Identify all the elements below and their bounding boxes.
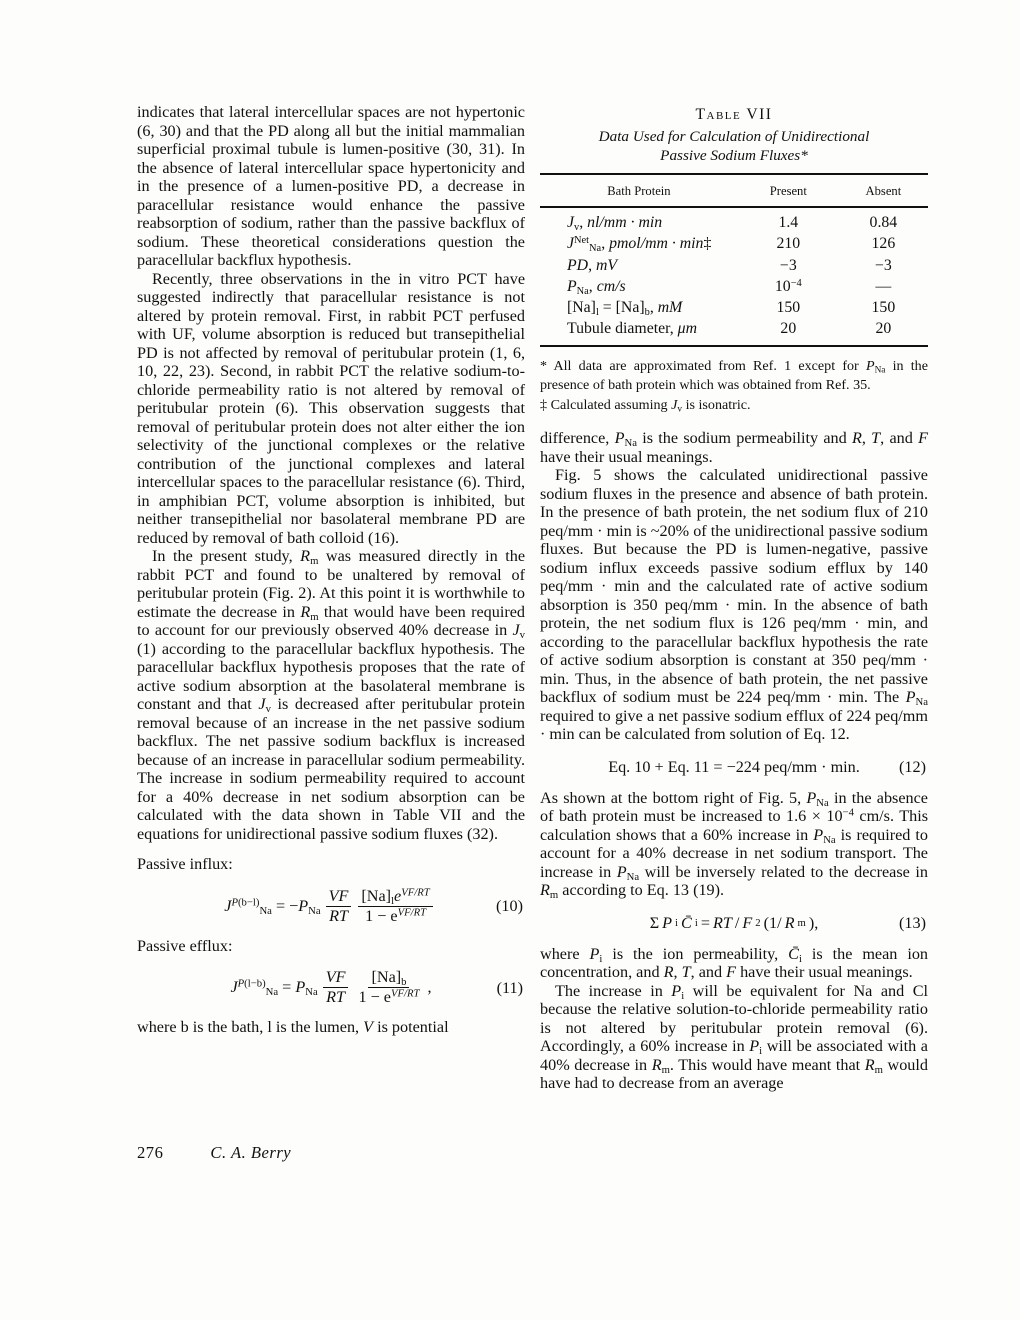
paragraph-increase-pi: The increase in $P_i$ will be equivalent for Na and Cl because the relative solution-to-chloride permeability ratio is not altered by peritubular protein removal (6). Accordingly, a 60% increase in $P_i$ will be associated with a 40% decrease in $R_m$. This would have meant that $R_m$ would have had to decrease from an average bbox=[540, 981, 928, 1093]
paragraph-as-shown: As shown at the bottom right of Fig. 5, $P_{Na}$ in the absence of bath protein must be increased to $1.6 \times 10^{-4}$ cm/s. This calculation shows that a 60% increase in $P_{Na}$ is required to account for a 40% decrease in net sodium transport. The increase in $P_{Na}$ will be inversely related to the decrease in $R_m$ according to Eq. 13 (19). bbox=[540, 788, 928, 902]
table-header-absent: Absent bbox=[839, 174, 928, 208]
passive-efflux-label: Passive efflux: bbox=[137, 936, 233, 955]
table-title: Table VII bbox=[695, 106, 773, 123]
footnote-dagger: ‡ Calculated assuming $J_v$ is isonatric. bbox=[540, 396, 751, 415]
equation-12 bbox=[540, 755, 928, 779]
table-header-bath-protein: Bath Protein bbox=[540, 174, 738, 208]
right-column bbox=[540, 106, 928, 1093]
passive-influx-label: Passive influx: bbox=[137, 855, 233, 873]
eq10-fraction-na: $\frac{[Na]_le^{VF/RT}}{1 - e^{VF/RT}}$ bbox=[358, 888, 432, 925]
paragraph-difference: difference, $P_{Na}$ is the sodium permeability and R, T, and F have their usual meanings. bbox=[540, 429, 929, 466]
page-number: 276 bbox=[137, 1143, 164, 1162]
page-footer bbox=[137, 1143, 291, 1163]
paragraph-continuation: indicates that lateral intercellular spaces are not hypertonic (6, 30) and that the PD along all but the initial mammalian superficial proximal tubule is lumen-positive (30, 31). In the absence of lateral intercellular space hypertonicity and in the presence of a lumen-positive PD, a decrease in paracellular resistance would enhance the passive reabsorption of sodium, rather than the passive backflux of sodium. These theoretical considerations question the paracellular backflux hypothesis. bbox=[137, 103, 525, 269]
table-header-row bbox=[540, 174, 928, 208]
eq11-fraction-na: $\frac{[Na]_b}{1 - e^{VF/RT}}$ bbox=[358, 968, 420, 1006]
table-row-na-concentration: $[Na]_l = [Na]_b$, mM 150 150 bbox=[567, 299, 896, 319]
table-caption-line2: Passive Sodium Fluxes* bbox=[660, 147, 808, 164]
left-column bbox=[137, 103, 525, 1037]
paragraph-where-pi: where $P_i$ is the ion permeability, $C̄_i$ is the mean ion concentration, and R, T, and F have their usual meanings. bbox=[540, 944, 929, 982]
equation-13-body: Σ P i C̄ i = RT / F 2 (1/ R m ), bbox=[649, 913, 819, 932]
table-caption-line1: Data Used for Calculation of Unidirectional bbox=[598, 127, 870, 145]
table-row-pna: $P_{Na}$, cm/s $10^{-4}$ — bbox=[567, 277, 892, 297]
equation-12-body: Eq. 10 + Eq. 11 = −224 peq/mm · min. bbox=[608, 757, 860, 776]
equation-10-body bbox=[224, 888, 437, 925]
table-row-pd: PD, mV −3 −3 bbox=[567, 256, 892, 274]
equation-12-number: (12) bbox=[899, 757, 926, 776]
paragraph-present-study: In the present study, $R_m$ was measured directly in the rabbit PCT and found to be unaltered by removal of peritubular protein (Fig. 2). At this point it is worthwhile to estimate the decrease in $R_m$ that would have been required to account for our previously observed 40% decrease in $J_v$ (1) according to the paracellular backflux hypothesis. The paracellular backflux hypothesis proposes that the rate of active sodium absorption at the basolateral membrane is constant and that $J_v$ is decreased after peritubular protein removal because of an increase in the net passive sodium backflux. The net passive sodium backflux is increased because of an increase in paracellular sodium permeability. The increase in sodium permeability required to account for a 40% decrease in net sodium absorption can be calculated with the data shown in Table VII and the equations for unidirectional passive sodium fluxes (32). bbox=[137, 547, 525, 843]
table-vii-block bbox=[540, 106, 928, 415]
equation-13-number: (13) bbox=[899, 913, 926, 932]
equation-10 bbox=[137, 888, 525, 925]
author-name: C. A. Berry bbox=[210, 1143, 292, 1162]
eq11-lhs: $J^{P(l-b)}_{Na} = P_{Na}$ bbox=[230, 977, 318, 999]
table-footnotes bbox=[540, 357, 928, 416]
eq11-fraction-vf-rt: $\frac{VF}{RT}$ bbox=[323, 969, 349, 1006]
equation-11-number: (11) bbox=[496, 978, 523, 997]
equation-11-body bbox=[230, 969, 431, 1006]
paragraph-recent-observations: Recently, three observations in the in vitro PCT have suggested indirectly that paracellular resistance is not altered by protein removal. First, in rabbit PCT perfused with UF, volume absorption is reduced but transepithelial PD is not affected by removal of peritubular protein (1, 6, 10, 22, 23). Second, in rabbit PCT the relative sodium-to-chloride permeability ratio is not altered by removal of peritubular protein (6). This observation suggests that removal of peritubular protein does not alter either the ion selectivity of the junctional complexes or the relative contribution of the junctional complexes and lateral intercellular spaces to the paracellular resistance (6). Third, in amphibian PCT, volume absorption is inhibited, but neither transepithelial nor basolateral membrane PD are reduced by removal of bath colloid (16). bbox=[137, 269, 525, 547]
footnote-asterisk: * All data are approximated from Ref. 1 except for $P_{Na}$ in the presence of bath protein which was obtained from Ref. 35. bbox=[540, 357, 928, 394]
table-header-present: Present bbox=[738, 174, 839, 208]
equation-13 bbox=[540, 911, 928, 935]
table-row-jna-net: $J^{Net}_{Na}$, pmol/mm · min‡ 210 126 bbox=[567, 235, 896, 255]
eq10-lhs: $J^{P(b-l)}_{Na} = -P_{Na}$ bbox=[224, 896, 321, 917]
eq10-fraction-vf-rt: $\frac{VF}{RT}$ bbox=[326, 888, 352, 925]
eq11-tail: , bbox=[427, 978, 432, 997]
equation-11 bbox=[137, 969, 525, 1006]
table-row-tubule-diameter: Tubule diameter, μm 20 20 bbox=[567, 320, 892, 338]
paragraph-fig5: Fig. 5 shows the calculated unidirectional passive sodium fluxes in the presence and absence of bath protein. In the presence of bath protein, the net sodium flux of 210 peq/mm · min is ~20% of the unidirectional passive sodium fluxes. But because the PD is lumen-negative, passive sodium influx exceeds passive sodium efflux by 140 peq/mm · min and the calculated rate of active sodium absorption is 350 peq/mm · min. In the absence of bath protein, the net sodium flux is 126 peq/mm · min, and according to the paracellular backflux hypothesis the rate of active sodium absorption is constant at 350 peq/mm · min. Thus, in the absence of bath protein, the net passive backflux of sodium must be 224 peq/mm · min. The $P_{Na}$ required to give a net passive sodium efflux of 224 peq/mm · min can be calculated from solution of Eq. 12. bbox=[540, 466, 928, 744]
equation-10-number: (10) bbox=[496, 896, 523, 915]
table-caption bbox=[540, 127, 928, 166]
table-vii bbox=[540, 173, 928, 347]
paragraph-where-definitions: where b is the bath, l is the lumen, V is potential bbox=[137, 1018, 449, 1036]
table-row-jv: $J_v$, nl/mm · min 1.4 0.84 bbox=[567, 214, 898, 233]
